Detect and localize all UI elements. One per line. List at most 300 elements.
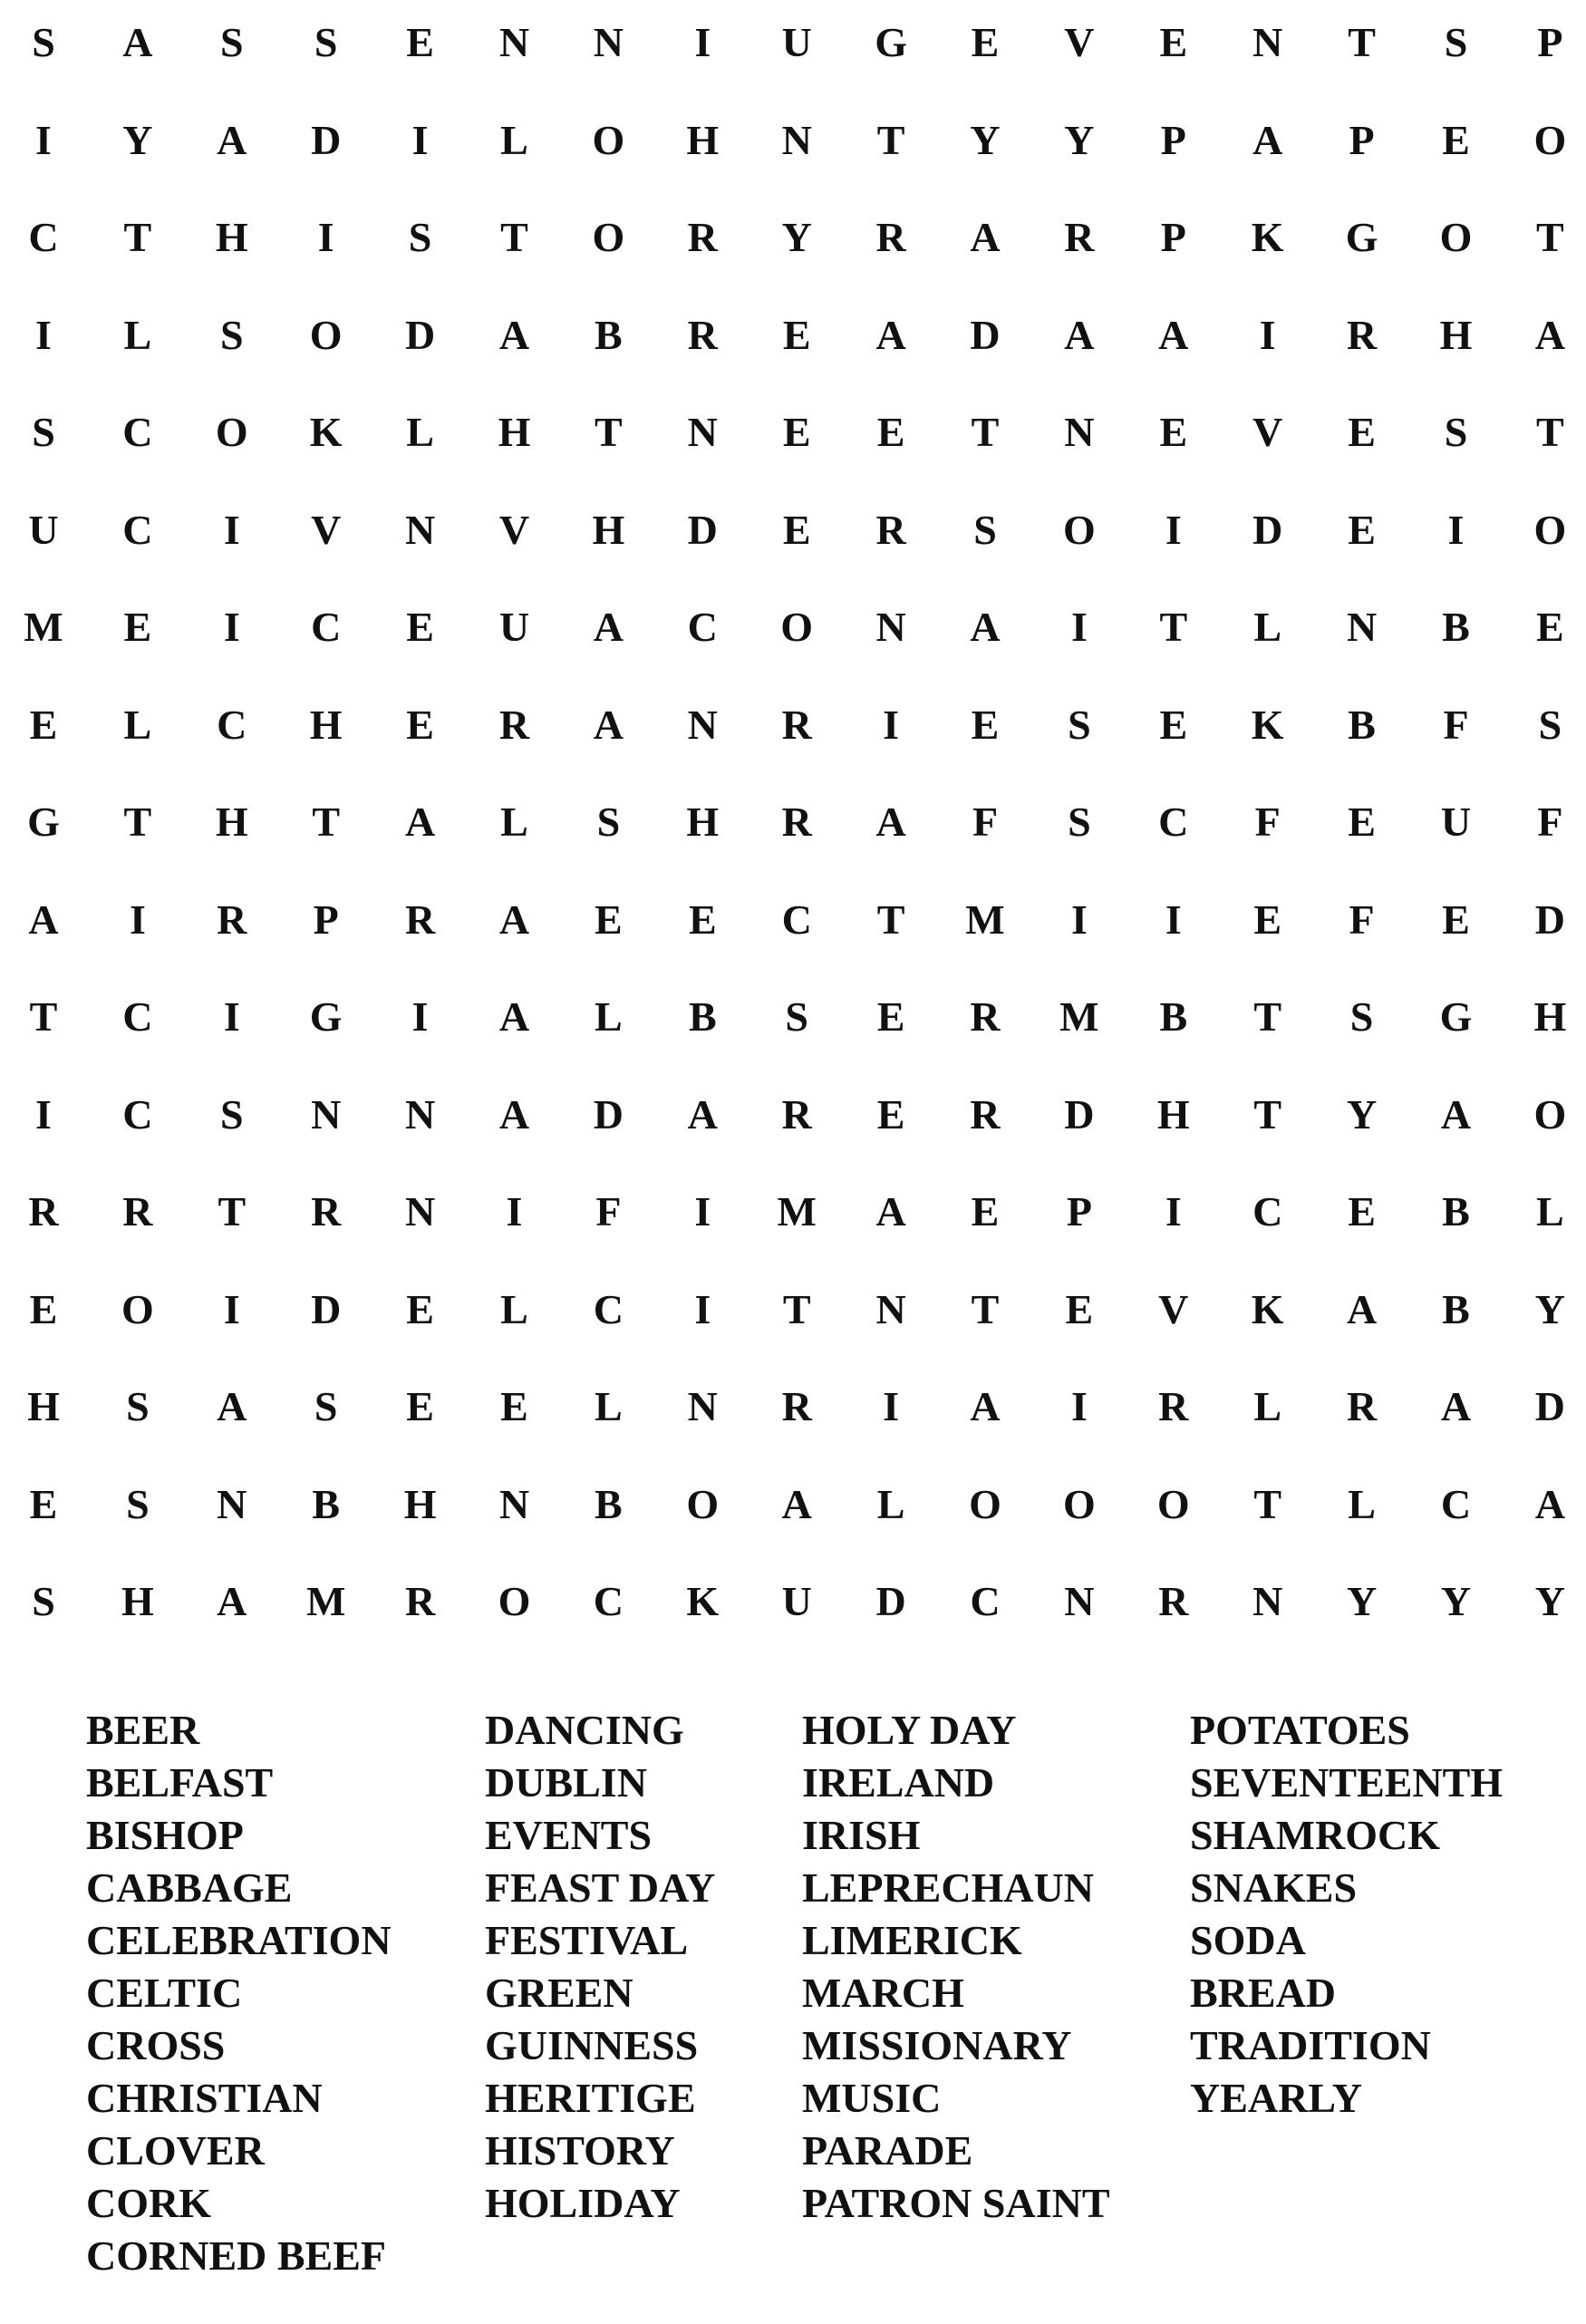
grid-letter: B [595, 311, 623, 358]
grid-letter: E [1442, 116, 1470, 163]
grid-letter: Y [781, 214, 812, 260]
grid-letter: I [1070, 1383, 1088, 1429]
grid-letter: I [317, 214, 334, 260]
grid-letter: A [781, 1480, 812, 1527]
word-list-item: GREEN [485, 1970, 633, 2016]
grid-letter: L [500, 1285, 528, 1332]
grid-letter: T [782, 1285, 811, 1332]
grid-letter: B [1442, 1285, 1470, 1332]
grid-letter: E [1065, 1285, 1094, 1332]
grid-letter: T [123, 214, 152, 260]
grid-letter: A [875, 311, 906, 358]
grid-letter: L [123, 311, 152, 358]
word-list-item: CROSS [86, 2022, 226, 2068]
grid-letter: E [123, 604, 152, 650]
grid-letter: H [1533, 993, 1567, 1040]
grid-letter: T [971, 1285, 1000, 1332]
grid-letter: T [876, 896, 905, 943]
grid-letter: N [404, 1188, 436, 1235]
grid-letter: E [29, 1480, 58, 1527]
grid-letter: M [965, 896, 1005, 943]
grid-letter: H [592, 506, 625, 553]
word-list-item: BEER [86, 1707, 200, 1753]
grid-letter: C [1158, 799, 1189, 845]
word-list-item: SODA [1190, 1917, 1306, 1963]
word-list-item: IRISH [802, 1812, 921, 1858]
grid-letter: Y [122, 116, 153, 163]
grid-letter: L [876, 1480, 905, 1527]
grid-letter: L [595, 1383, 623, 1429]
grid-letter: E [876, 409, 905, 455]
grid-letter: I [1070, 604, 1088, 650]
grid-letter: Y [1440, 1578, 1472, 1624]
grid-letter: N [687, 1383, 718, 1429]
grid-letter: P [1537, 19, 1563, 65]
grid-letter: F [972, 799, 999, 845]
grid-letter: V [1158, 1285, 1189, 1332]
grid-letter: I [1447, 506, 1465, 553]
grid-letter: R [781, 1383, 812, 1429]
word-list-item: GUINNESS [485, 2022, 699, 2068]
grid-letter: O [780, 604, 814, 650]
grid-letter: O [309, 311, 343, 358]
grid-letter: N [593, 19, 624, 65]
word-column-3 [802, 1704, 1110, 2230]
grid-letter: A [498, 896, 530, 943]
grid-letter: S [973, 506, 997, 553]
grid-letter: A [1534, 311, 1565, 358]
grid-letter: N [781, 116, 812, 163]
grid-letter: O [592, 116, 625, 163]
grid-letter: R [1158, 1383, 1189, 1429]
grid-letter: R [1346, 311, 1378, 358]
grid-letter: Y [1534, 1285, 1565, 1332]
grid-letter: C [593, 1578, 624, 1624]
grid-letter: T [1536, 409, 1564, 455]
grid-letter: S [220, 1090, 244, 1138]
grid-letter: H [309, 701, 343, 748]
grid-letter: C [217, 701, 247, 748]
word-list-item: CELEBRATION [86, 1917, 392, 1963]
word-list-item: IRELAND [802, 1759, 995, 1806]
grid-letter: E [29, 1285, 58, 1332]
grid-letter: E [1348, 409, 1376, 455]
grid-letter: C [593, 1285, 624, 1332]
grid-letter: S [1068, 799, 1091, 845]
grid-letter: R [122, 1188, 153, 1235]
grid-letter: T [29, 993, 58, 1040]
grid-letter: T [971, 409, 1000, 455]
grid-letter: N [404, 506, 436, 553]
word-list-item: SNAKES [1190, 1864, 1358, 1911]
grid-letter: C [781, 896, 812, 943]
grid-letter: A [1534, 1480, 1565, 1527]
grid-letter: V [311, 506, 342, 553]
word-list-item: BREAD [1190, 1970, 1337, 2016]
grid-letter: E [1442, 896, 1470, 943]
grid-letter: I [223, 506, 240, 553]
grid-letter: H [215, 214, 248, 260]
grid-letter: B [1442, 1188, 1470, 1235]
word-list-item: HOLIDAY [485, 2180, 681, 2226]
word-list-item: CLOVER [86, 2127, 265, 2174]
word-list-item: BISHOP [86, 1812, 244, 1858]
grid-letter: I [1165, 896, 1182, 943]
grid-letter: D [687, 506, 718, 553]
grid-letter: L [406, 409, 434, 455]
grid-letter: L [1253, 604, 1282, 650]
grid-letter: H [1156, 1090, 1190, 1138]
grid-letter: D [970, 311, 1001, 358]
grid-letter: E [1159, 409, 1188, 455]
grid-letter: I [35, 116, 52, 163]
grid-letter: B [1442, 604, 1470, 650]
grid-letter: E [406, 19, 434, 65]
grid-letter: E [1536, 604, 1564, 650]
grid-letter: O [215, 409, 248, 455]
grid-letter: S [32, 1578, 55, 1624]
word-list-item: HISTORY [485, 2127, 675, 2174]
grid-letter: C [122, 1090, 153, 1138]
grid-letter: N [498, 1480, 530, 1527]
grid-letter: N [1252, 19, 1283, 65]
grid-letter: R [970, 1090, 1001, 1138]
grid-letter: K [1251, 701, 1284, 748]
grid-letter: S [314, 1383, 338, 1429]
grid-letter: O [969, 1480, 1001, 1527]
grid-letter: A [593, 701, 624, 748]
grid-letter: K [309, 409, 343, 455]
grid-letter: Y [970, 116, 1001, 163]
grid-letter: T [876, 116, 905, 163]
grid-letter: E [1348, 799, 1376, 845]
grid-letter: S [1444, 19, 1468, 65]
grid-letter: C [687, 604, 718, 650]
grid-letter: T [1253, 1480, 1282, 1527]
grid-letter: T [1536, 214, 1564, 260]
grid-letter: G [875, 19, 907, 65]
grid-letter: Y [1346, 1090, 1378, 1138]
grid-letter: S [1444, 409, 1468, 455]
grid-letter: T [1159, 604, 1188, 650]
grid-letter: H [1439, 311, 1473, 358]
grid-letter: Y [1064, 116, 1095, 163]
word-column-1 [86, 1704, 392, 2282]
word-list-item: CELTIC [86, 1970, 243, 2016]
grid-letter: A [970, 1383, 1001, 1429]
word-list-item: CHRISTIAN [86, 2075, 323, 2121]
word-list-item: MISSIONARY [802, 2022, 1072, 2068]
grid-letter: C [970, 1578, 1001, 1624]
grid-letter: E [1253, 896, 1282, 943]
grid-letter: A [217, 1383, 247, 1429]
grid-letter: A [687, 1090, 718, 1138]
grid-letter: U [498, 604, 530, 650]
word-list-item: BELFAST [86, 1759, 274, 1806]
grid-letter: N [217, 1480, 247, 1527]
grid-letter: M [777, 1188, 817, 1235]
grid-letter: I [883, 1383, 900, 1429]
grid-letter: H [27, 1383, 60, 1429]
grid-letter: S [785, 993, 808, 1040]
grid-letter: D [1252, 506, 1283, 553]
grid-letter: V [1252, 409, 1283, 455]
word-list-item: PARADE [802, 2127, 973, 2174]
grid-letter: V [1064, 19, 1095, 65]
grid-letter: C [311, 604, 342, 650]
grid-letter: D [875, 1578, 906, 1624]
grid-letter: S [596, 799, 621, 845]
grid-letter: H [498, 409, 531, 455]
grid-letter: K [686, 1578, 720, 1624]
grid-letter: M [1059, 993, 1099, 1040]
grid-letter: A [1064, 311, 1095, 358]
grid-letter: O [1533, 116, 1567, 163]
grid-letter: A [498, 311, 530, 358]
grid-letter: H [686, 799, 720, 845]
grid-letter: O [1156, 1480, 1190, 1527]
grid-letter: E [782, 506, 811, 553]
grid-letter: I [411, 993, 429, 1040]
grid-letter: N [687, 409, 718, 455]
grid-letter: G [27, 799, 60, 845]
grid-letter: I [129, 896, 146, 943]
grid-letter: L [500, 116, 528, 163]
grid-letter: I [506, 1188, 523, 1235]
grid-letter: R [1158, 1578, 1189, 1624]
word-list-item: PATRON SAINT [802, 2180, 1110, 2226]
grid-letter: L [123, 701, 152, 748]
grid-letter: A [404, 799, 436, 845]
grid-letter: E [1159, 19, 1188, 65]
grid-letter: R [687, 311, 718, 358]
word-list-item: MARCH [802, 1970, 964, 2016]
grid-letter: C [122, 506, 153, 553]
grid-letter: H [686, 116, 720, 163]
grid-letter: E [29, 701, 58, 748]
grid-letter: S [126, 1383, 150, 1429]
grid-letter: A [970, 214, 1001, 260]
grid-letter: F [1443, 701, 1469, 748]
grid-letter: O [1063, 506, 1096, 553]
grid-letter: C [122, 993, 153, 1040]
grid-letter: T [1253, 993, 1282, 1040]
word-list-item: DUBLIN [485, 1759, 647, 1806]
word-list-item: MUSIC [802, 2075, 942, 2121]
grid-letter: I [694, 1285, 711, 1332]
grid-letter: R [875, 214, 906, 260]
grid-letter: I [223, 993, 240, 1040]
grid-letter: B [312, 1480, 341, 1527]
word-list-item: LEPRECHAUN [802, 1864, 1095, 1911]
grid-letter: R [781, 1090, 812, 1138]
grid-letter: I [1165, 506, 1182, 553]
grid-letter: T [1348, 19, 1376, 65]
grid-letter: I [411, 116, 429, 163]
grid-letter: H [403, 1480, 437, 1527]
grid-letter: D [311, 116, 342, 163]
grid-letter: F [595, 1188, 622, 1235]
word-list-item: FESTIVAL [485, 1917, 689, 1963]
grid-letter: H [121, 1578, 154, 1624]
grid-letter: S [408, 214, 432, 260]
grid-letter: A [28, 896, 59, 943]
grid-letter: H [215, 799, 248, 845]
grid-letter: E [406, 1285, 434, 1332]
grid-letter: A [1158, 311, 1189, 358]
grid-letter: B [1348, 701, 1376, 748]
grid-letter: R [28, 1188, 59, 1235]
word-list-item: CORK [86, 2180, 211, 2226]
grid-letter: T [1253, 1090, 1282, 1138]
grid-letter: I [1259, 311, 1276, 358]
grid-letter: C [1440, 1480, 1472, 1527]
grid-letter: D [404, 311, 436, 358]
grid-letter: P [313, 896, 339, 943]
grid-letter: R [217, 896, 247, 943]
grid-letter: D [1534, 896, 1565, 943]
grid-letter: N [404, 1090, 436, 1138]
grid-letter: T [312, 799, 341, 845]
grid-letter: O [498, 1578, 531, 1624]
grid-letter: U [781, 19, 812, 65]
grid-letter: N [687, 701, 718, 748]
grid-letter: D [593, 1090, 624, 1138]
grid-letter: R [1064, 214, 1095, 260]
grid-letter: E [406, 1383, 434, 1429]
grid-letter: E [406, 701, 434, 748]
grid-letter: A [498, 1090, 530, 1138]
grid-letter: O [1063, 1480, 1096, 1527]
grid-letter: E [595, 896, 623, 943]
grid-letter: V [498, 506, 530, 553]
grid-letter: B [595, 1480, 623, 1527]
grid-letter: R [687, 214, 718, 260]
grid-letter: E [782, 311, 811, 358]
grid-letter: N [875, 604, 906, 650]
grid-letter: R [404, 896, 436, 943]
grid-letter: T [595, 409, 623, 455]
grid-letter: E [782, 409, 811, 455]
word-list-item: SHAMROCK [1190, 1812, 1440, 1858]
grid-letter: N [498, 19, 530, 65]
grid-letter: F [1349, 896, 1375, 943]
grid-letter: E [1348, 1188, 1376, 1235]
word-list-item: EVENTS [485, 1812, 653, 1858]
grid-letter: S [1068, 701, 1091, 748]
grid-letter: E [406, 604, 434, 650]
grid-letter: P [1066, 1188, 1092, 1235]
word-column-2 [485, 1704, 715, 2230]
grid-letter: R [404, 1578, 436, 1624]
grid-letter: I [223, 604, 240, 650]
grid-letter: T [123, 799, 152, 845]
grid-letter: L [1348, 1480, 1376, 1527]
grid-letter: C [122, 409, 153, 455]
grid-letter: A [1440, 1090, 1472, 1138]
word-list-item: POTATOES [1190, 1707, 1410, 1753]
grid-letter: R [875, 506, 906, 553]
grid-letter: L [595, 993, 623, 1040]
grid-letter: R [1346, 1383, 1378, 1429]
grid-letter: O [686, 1480, 720, 1527]
grid-letter: Y [1534, 1578, 1565, 1624]
grid-letter: O [1533, 506, 1567, 553]
grid-letter: N [1064, 409, 1095, 455]
grid-letter: I [694, 1188, 711, 1235]
word-list-item: LIMERICK [802, 1917, 1022, 1963]
grid-letter: O [1439, 214, 1473, 260]
grid-letter: E [688, 896, 717, 943]
grid-letter: A [1346, 1285, 1378, 1332]
grid-letter: I [883, 701, 900, 748]
word-list-item: CABBAGE [86, 1864, 293, 1911]
grid-letter: P [1160, 116, 1186, 163]
grid-letter: R [311, 1188, 342, 1235]
grid-letter: E [876, 1090, 905, 1138]
grid-letter: I [35, 1090, 52, 1138]
word-list-item: HOLY DAY [802, 1707, 1017, 1753]
grid-letter: L [1253, 1383, 1282, 1429]
grid-letter: D [1064, 1090, 1095, 1138]
grid-letter: T [218, 1188, 247, 1235]
grid-letter: N [1252, 1578, 1283, 1624]
grid-letter: L [1536, 1188, 1564, 1235]
grid-letter: E [1159, 701, 1188, 748]
word-list-item: DANCING [485, 1707, 684, 1753]
grid-letter: E [971, 701, 1000, 748]
grid-letter: K [1251, 214, 1284, 260]
grid-letter: O [121, 1285, 154, 1332]
grid-letter: F [1537, 799, 1563, 845]
grid-letter: C [28, 214, 59, 260]
grid-letter: U [781, 1578, 812, 1624]
grid-letter: S [220, 19, 244, 65]
grid-letter: R [970, 993, 1001, 1040]
grid-letter: A [1440, 1383, 1472, 1429]
grid-letter: E [1348, 506, 1376, 553]
grid-letter: N [1064, 1578, 1095, 1624]
grid-letter: L [500, 799, 528, 845]
grid-letter: F [1254, 799, 1281, 845]
grid-letter: E [876, 993, 905, 1040]
grid-letter: D [1534, 1383, 1565, 1429]
grid-letter: B [688, 993, 717, 1040]
grid-letter: A [122, 19, 153, 65]
grid-letter: A [498, 993, 530, 1040]
grid-letter: S [314, 19, 338, 65]
word-column-4 [1190, 1704, 1503, 2125]
grid-letter: S [220, 311, 244, 358]
grid-letter: A [593, 604, 624, 650]
grid-letter: C [1252, 1188, 1283, 1235]
grid-letter: E [971, 19, 1000, 65]
grid-letter: U [28, 506, 59, 553]
grid-letter: E [500, 1383, 528, 1429]
grid-letter: S [32, 19, 55, 65]
grid-letter: P [1349, 116, 1375, 163]
grid-letter: S [1349, 993, 1374, 1040]
grid-letter: A [1252, 116, 1283, 163]
grid-letter: S [126, 1480, 150, 1527]
grid-letter: A [217, 116, 247, 163]
grid-letter: E [971, 1188, 1000, 1235]
grid-letter: I [1070, 896, 1088, 943]
grid-letter: G [1439, 993, 1473, 1040]
grid-letter: N [875, 1285, 906, 1332]
grid-letter: A [875, 799, 906, 845]
grid-letter: A [217, 1578, 247, 1624]
